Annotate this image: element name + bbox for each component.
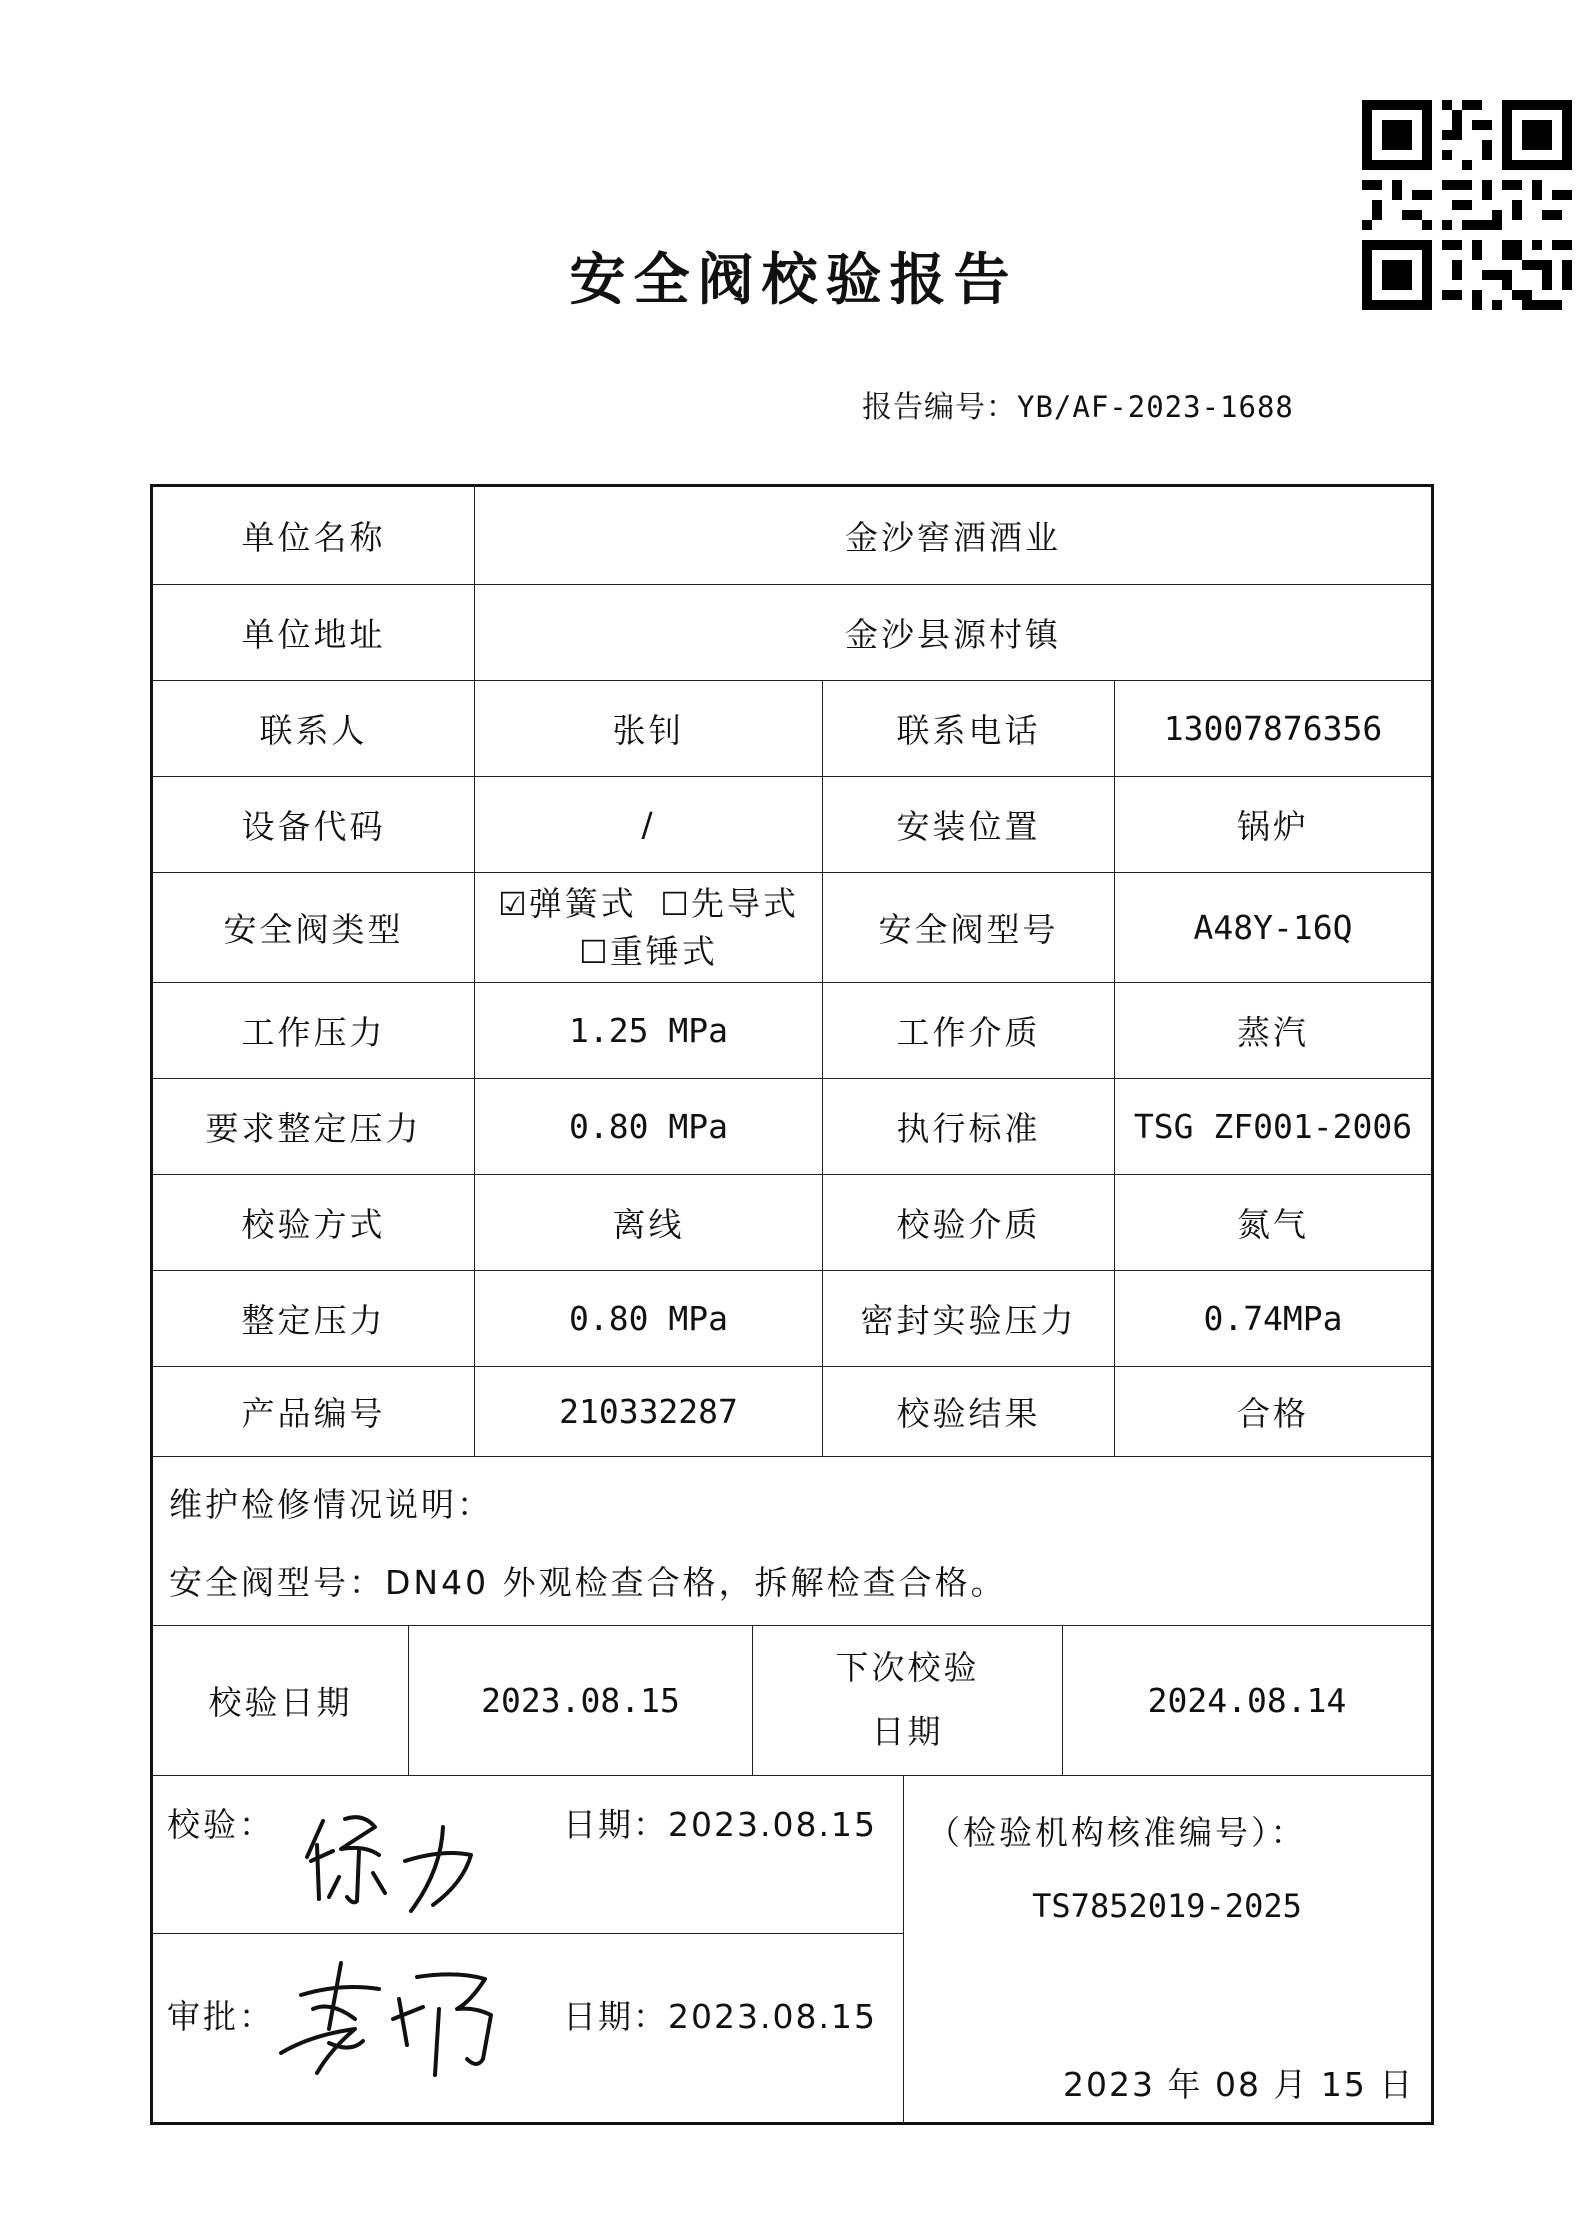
check-result-value: 合格 — [1237, 1394, 1309, 1433]
set-pressure-value: 0.80 MPa — [475, 1271, 823, 1366]
option-pilot: 先导式 — [690, 883, 799, 923]
form-row-check-method — [153, 1175, 1431, 1271]
valve-type-line-1 — [498, 880, 799, 928]
standard-value: TSG ZF001-2006 — [1133, 1107, 1413, 1146]
report-date: 2023 年 08 月 15 日 — [1063, 2065, 1415, 2104]
inspection-org-section — [903, 1775, 1431, 2122]
working-pressure-value: 1.25 MPa — [475, 983, 823, 1078]
next-check-label-line-2: 日期 — [871, 1712, 944, 1751]
date-row — [153, 1625, 1431, 1776]
form-row-required-pressure — [153, 1079, 1431, 1175]
option-spring: 弹簧式 — [528, 883, 637, 923]
equipment-code-label: 设备代码 — [153, 777, 475, 872]
valve-type-line-2 — [579, 928, 718, 976]
notes-text: 安全阀型号：DN40 外观检查合格，拆解检查合格。 — [169, 1563, 1007, 1602]
report-number-label: 报告编号： — [862, 390, 1017, 425]
check-result-label: 校验结果 — [823, 1367, 1115, 1456]
form-row-product-number — [153, 1367, 1431, 1457]
working-medium-label: 工作介质 — [823, 983, 1115, 1078]
phone-value: 13007876356 — [1163, 709, 1383, 748]
signature-section — [153, 1775, 904, 2122]
valve-model-label: 安全阀型号 — [823, 873, 1115, 982]
valve-type-options — [475, 873, 823, 982]
checkbox-spring-icon: ☑ — [498, 884, 527, 923]
unit-name-value: 金沙窖酒酒业 — [845, 518, 1061, 557]
check-date-value: 2023.08.15 — [409, 1625, 753, 1775]
working-pressure-label: 工作压力 — [153, 983, 475, 1078]
contact-label: 联系人 — [153, 681, 475, 776]
check-medium-value: 氮气 — [1237, 1205, 1309, 1244]
check-method-value: 离线 — [475, 1175, 823, 1270]
required-set-pressure-value: 0.80 MPa — [475, 1079, 823, 1174]
approver-label: 审批： — [167, 1997, 275, 2036]
form-row-unit-name — [153, 487, 1431, 585]
checker-box — [153, 1775, 903, 1934]
valve-type-label: 安全阀类型 — [153, 873, 475, 982]
install-location-label: 安装位置 — [823, 777, 1115, 872]
unit-address-label: 单位地址 — [153, 585, 475, 680]
org-approval-number: TS7852019-2025 — [1032, 1887, 1302, 1925]
check-date-label: 校验日期 — [153, 1625, 409, 1775]
phone-label: 联系电话 — [823, 681, 1115, 776]
report-title: 安全阀校验报告 — [569, 247, 1018, 313]
contact-value: 张钊 — [475, 681, 823, 776]
approver-signature — [271, 1949, 511, 2085]
next-check-label-line-1: 下次校验 — [835, 1648, 980, 1687]
checker-signature — [293, 1801, 493, 1919]
product-number-label: 产品编号 — [153, 1367, 475, 1456]
check-medium-label: 校验介质 — [823, 1175, 1115, 1270]
valve-model-value: A48Y-16Q — [1193, 908, 1353, 947]
unit-address-value: 金沙县源村镇 — [845, 615, 1061, 654]
product-number-value: 210332287 — [475, 1367, 823, 1456]
standard-label: 执行标准 — [823, 1079, 1115, 1174]
set-pressure-label: 整定压力 — [153, 1271, 475, 1366]
checkbox-pilot-icon: ☐ — [660, 884, 689, 923]
working-medium-value: 蒸汽 — [1237, 1013, 1309, 1052]
form-row-unit-address — [153, 585, 1431, 681]
approver-box — [153, 1933, 903, 2122]
seal-test-pressure-value: 0.74MPa — [1203, 1299, 1343, 1338]
next-check-date-value: 2024.08.14 — [1147, 1680, 1347, 1720]
check-method-label: 校验方式 — [153, 1175, 475, 1270]
checker-date: 日期：2023.08.15 — [563, 1805, 877, 1844]
approver-date: 日期：2023.08.15 — [563, 1997, 877, 2036]
report-number-value: YB/AF-2023-1688 — [1017, 390, 1294, 424]
seal-test-pressure-label: 密封实验压力 — [823, 1271, 1115, 1366]
form-row-equipment — [153, 777, 1431, 873]
form-row-working-pressure — [153, 983, 1431, 1079]
equipment-code-value: / — [475, 777, 823, 872]
required-set-pressure-label: 要求整定压力 — [153, 1079, 475, 1174]
form-row-set-pressure — [153, 1271, 1431, 1367]
checkbox-weight-icon: ☐ — [579, 932, 608, 971]
report-form — [150, 484, 1434, 2125]
install-location-value: 锅炉 — [1237, 807, 1309, 846]
checker-label: 校验： — [167, 1805, 275, 1844]
form-row-contact — [153, 681, 1431, 777]
option-weight: 重锤式 — [609, 931, 718, 971]
unit-name-label: 单位名称 — [153, 487, 475, 584]
form-row-valve-type — [153, 873, 1431, 983]
notes-heading: 维护检修情况说明： — [169, 1485, 493, 1524]
maintenance-notes — [153, 1457, 1431, 1626]
report-number — [862, 382, 1294, 426]
org-approval-label: （检验机构核准编号）： — [927, 1813, 1307, 1852]
next-check-date-label — [753, 1625, 1063, 1775]
